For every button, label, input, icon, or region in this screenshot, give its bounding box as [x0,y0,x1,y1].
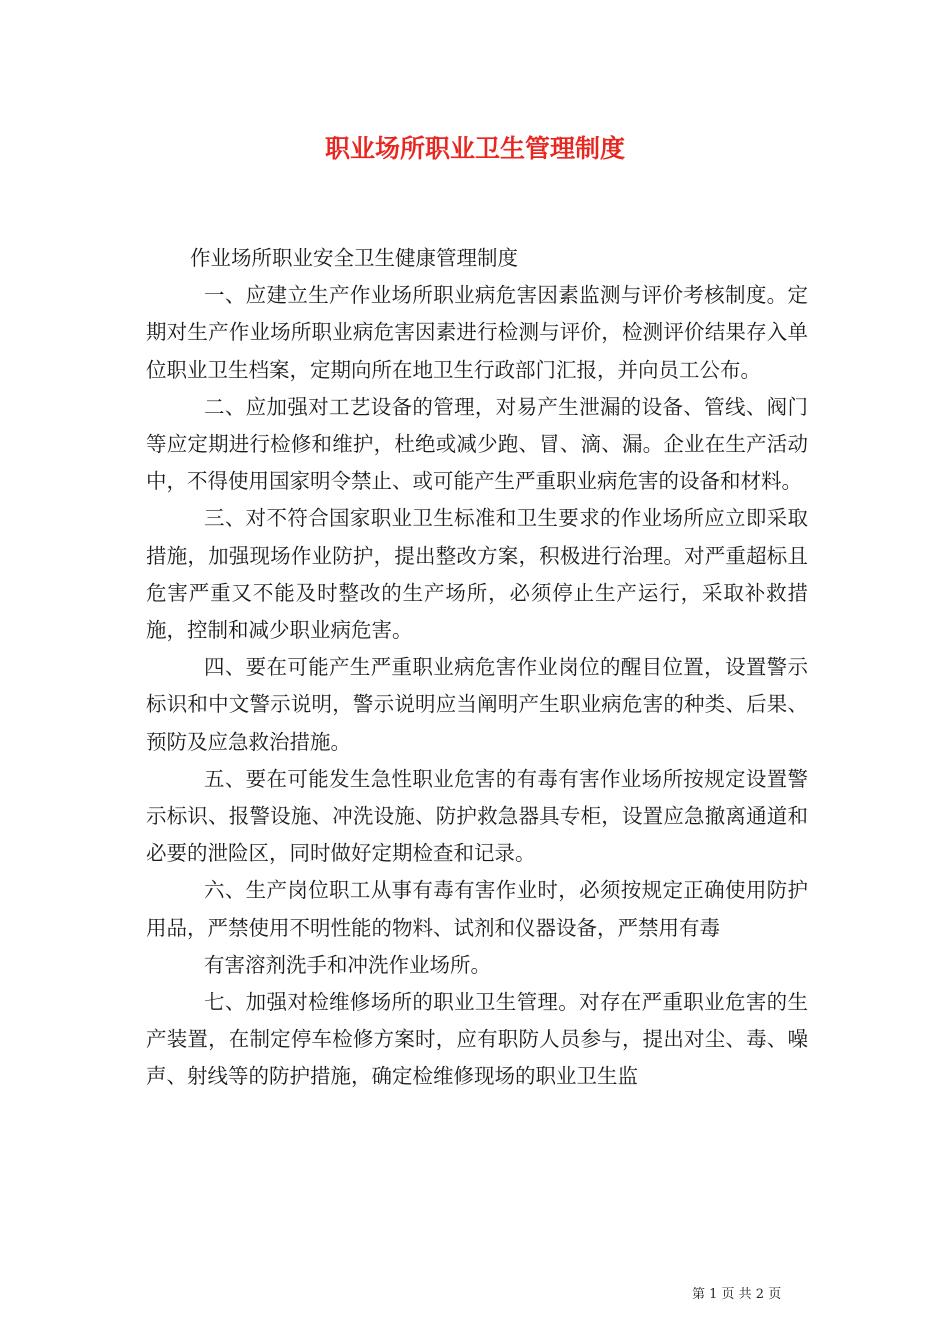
paragraph-6: 六、生产岗位职工从事有毒有害作业时，必须按规定正确使用防护用品，严禁使用不明性能的物料、试剂和仪器设备，严禁用有毒 [146,878,808,940]
paragraph-5: 五、要在可能发生急性职业危害的有毒有害作业场所按规定设置警示标识、报警设施、冲洗设施、防护救急器具专柜，设置应急撤离通道和必要的泄险区，同时做好定期检查和记录。 [146,766,808,866]
paragraph-7: 七、加强对检维修场所的职业卫生管理。对存在严重职业危害的生产装置，在制定停车检修方案时，应有职防人员参与，提出对尘、毒、噪声、射线等的防护措施，确定检维修现场的职业卫生监 [146,990,808,1089]
document-subtitle: 作业场所职业安全卫生健康管理制度 [190,246,518,270]
paragraph-6-continued: 有害溶剂洗手和冲洗作业场所。 [204,952,491,977]
document-title: 职业场所职业卫生管理制度 [324,134,625,163]
paragraph-2: 二、应加强对工艺设备的管理，对易产生泄漏的设备、管线、阀门等应定期进行检修和维护，杜绝或减少跑、冒、滴、漏。企业在生产活动中，不得使用国家明令禁止、或可能产生严重职业病危害的设备和材料。 [146,394,808,494]
paragraph-3: 三、对不符合国家职业卫生标准和卫生要求的作业场所应立即采取措施，加强现场作业防护，提出整改方案，积极进行治理。对严重超标且危害严重又不能及时整改的生产场所，必须停止生产运行，采取补救措施，控制和减少职业病危害。 [146,506,808,643]
page-number: 第 1 页 共 2 页 [692,1287,782,1302]
paragraph-1: 一、应建立生产作业场所职业病危害因素监测与评价考核制度。定期对生产作业场所职业病危害因素进行检测与评价，检测评价结果存入单位职业卫生档案，定期向所在地卫生行政部门汇报，并向员工公布。 [146,283,808,382]
document-body [146,240,808,1096]
paragraph-4: 四、要在可能产生严重职业病危害作业岗位的醒目位置，设置警示标识和中文警示说明，警示说明应当阐明产生职业病危害的种类、后果、预防及应急救治措施。 [146,655,808,754]
